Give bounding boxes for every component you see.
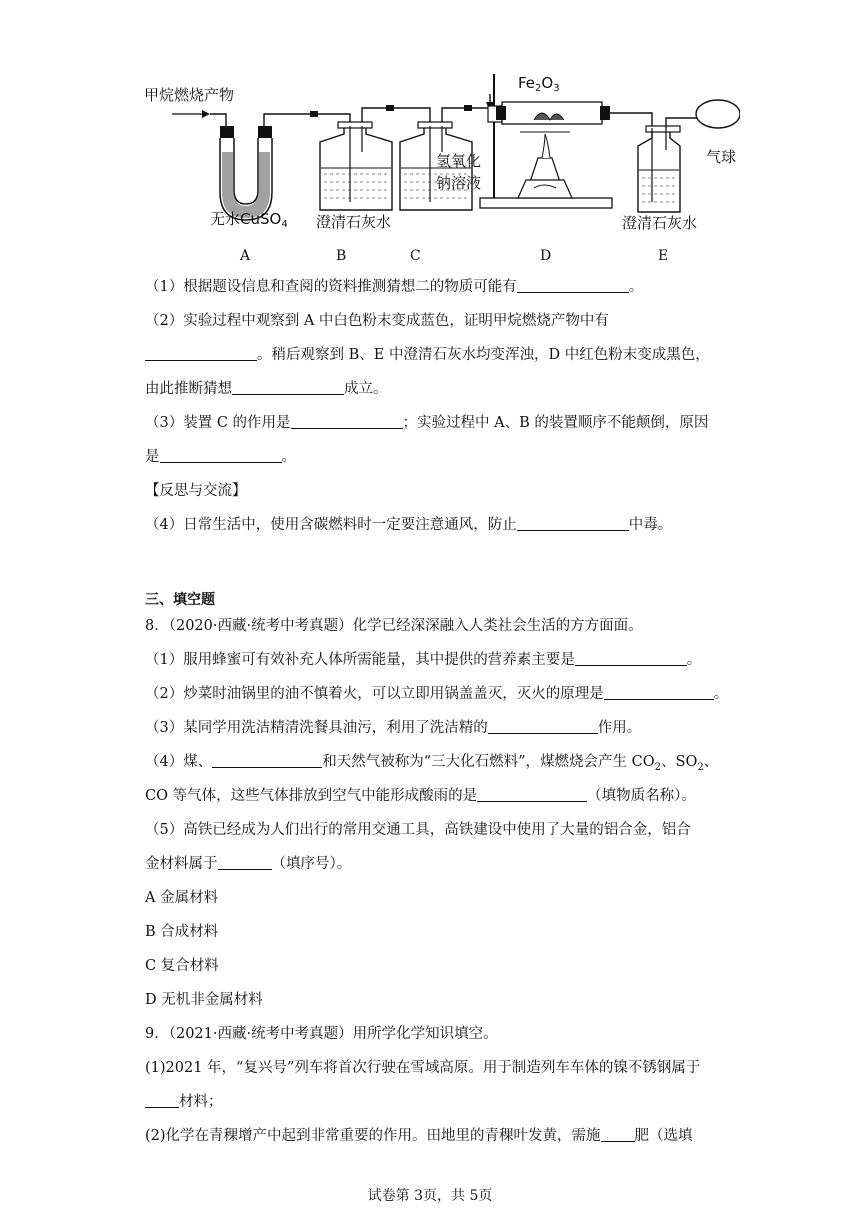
svg-text:Fe2O3: $Fe_2O_3$ [518,74,560,94]
q7-line-1: （1）根据题设信息和查阅的资料推测猜想二的物质可能有 。 [145,279,644,295]
q7-line-5: （3）装置 C 的作用是 ；实验过程中 A、B 的装置顺序不能颠倒，原因 [145,415,709,431]
q7-line-6: 是 。 [145,449,296,465]
q8-part-1: （1）服用蜂蜜可有效补充人体所需能量，其中提供的营养素主要是 。 [145,652,702,668]
q8-title: 8．（2020·西藏·统考中考真题）化学已经深深融入人类社会生活的方方面面。 [145,618,643,634]
balloon [696,100,740,128]
q8-part-3: （3）某同学用洗洁精清洗餐具油污，利用了洗洁精的 作用。 [145,720,642,736]
svg-text:C: C [410,248,421,264]
svg-text:澄清石灰水: 澄清石灰水 [316,213,392,231]
svg-text:气球: 气球 [706,148,737,166]
q8-part-2: （2）炒菜时油锅里的油不慎着火，可以立即用锅盖盖灭，灭火的原理是 。 [145,686,729,702]
apparatus-svg [140,62,740,274]
reflection-heading: 【反思与交流】 [145,483,247,499]
svg-text:澄清石灰水: 澄清石灰水 [622,214,698,232]
apparatus-d [480,74,652,208]
label-input: 甲烷燃烧产物 [144,86,235,104]
svg-text:D: D [540,248,552,264]
option-d: D 无机非金属材料 [145,992,263,1008]
bottle-b [320,122,392,210]
svg-text:无水CuSO4: 无水CuSO$_4$ [210,210,288,230]
input-arrow-head [202,110,210,118]
q9-part-1b: 材料； [145,1092,223,1112]
q8-part-5: （5）高铁已经成为人们出行的常用交通工具，高铁建设中使用了大量的铝合金，铝合 [145,822,691,838]
q7-line-2: （2）实验过程中观察到 A 中白色粉末变成蓝色，证明甲烷燃烧产物中有 [145,313,609,329]
apparatus-diagram [140,62,740,274]
q8-part-4: （4）煤、 和天然气被称为“三大化石燃料”，煤燃烧会产生 $CO_2$、$SO_2$、 [145,754,719,773]
q8-part-5b: 金材料属于 （填序号）。 [145,856,352,872]
q9-part-2: (2)化学在青稞增产中起到非常重要的作用。田地里的青稞叶发黄，需施 肥（选填 [145,1128,693,1144]
q8-part-4b: CO 等气体，这些气体排放到空气中能形成酸雨的是 （填物质名称）。 [145,788,696,804]
svg-text:钠溶液: 钠溶液 [436,174,482,192]
option-b: B 合成材料 [145,924,219,940]
page-footer: 试卷第 3页，共 5页 [367,1188,493,1204]
q9-part-1: (1)2021 年，“复兴号”列车将首次行驶在雪域高原。用于制造列车车体的镍不锈钢属于 [145,1060,701,1076]
q7-line-3: 。稍后观察到 B、E 中澄清石灰水均变浑浊，D 中红色粉末变成黑色， [145,345,710,365]
svg-text:B: B [336,248,347,264]
option-c: C 复合材料 [145,958,219,974]
section-heading: 三、填空题 [145,592,215,608]
svg-text:E: E [658,248,669,264]
svg-text:A: A [240,248,251,264]
svg-text:氢氧化: 氢氧化 [436,152,482,170]
u-tube-a [220,126,272,220]
q7-line-8: （4）日常生活中，使用含碳燃料时一定要注意通风，防止 中毒。 [145,517,673,533]
q9-title: 9．（2021·西藏·统考中考真题）用所学化学知识填空。 [145,1026,498,1042]
q7-line-4: 由此推断猜想 成立。 [145,381,388,397]
option-a: A 金属材料 [145,890,219,906]
